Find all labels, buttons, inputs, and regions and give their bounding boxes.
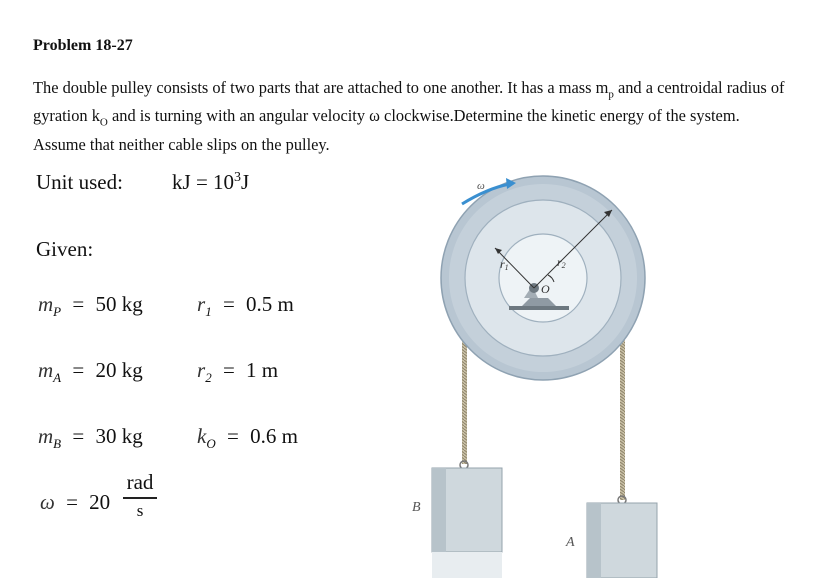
label-B: B xyxy=(412,500,421,515)
given-omega: ω = 20 xyxy=(40,490,111,514)
support-base xyxy=(509,306,569,310)
label-A: A xyxy=(566,535,575,550)
label-r1: r1 xyxy=(500,257,509,272)
problem-title: Problem 18-27 xyxy=(33,37,133,54)
unit-used-value: kJ = $10^3J$ xyxy=(172,170,250,194)
label-r2: r2 xyxy=(557,255,566,270)
unit-used-label: Unit used: xyxy=(36,170,123,194)
label-omega: ω xyxy=(477,180,485,192)
given-mP: $m_P = 50$ kg xyxy=(38,292,143,320)
omega-unit-fraction: rad s xyxy=(122,470,158,521)
given-r2: $r_2 = 1$ m xyxy=(197,358,279,386)
given-kO: $k_O = 0.6$ m xyxy=(197,424,298,452)
given-r1: $r_1 = 0.5$ m xyxy=(197,292,294,320)
given-label: Given: xyxy=(36,237,94,261)
problem-statement: The double pulley consists of two parts that are attached to one another. It has a mass $m_p$ and a centroidal radius of gyration $k_O$ and is turning with an angular velocity ω clockwise.Determine the kinetic energy of the system. Assume that neither cable slips on the pulley. xyxy=(33,78,785,154)
given-mB: $m_B = 30$ kg xyxy=(38,424,143,452)
label-O: O xyxy=(541,282,550,296)
given-mA: $m_A = 20$ kg xyxy=(38,358,143,386)
